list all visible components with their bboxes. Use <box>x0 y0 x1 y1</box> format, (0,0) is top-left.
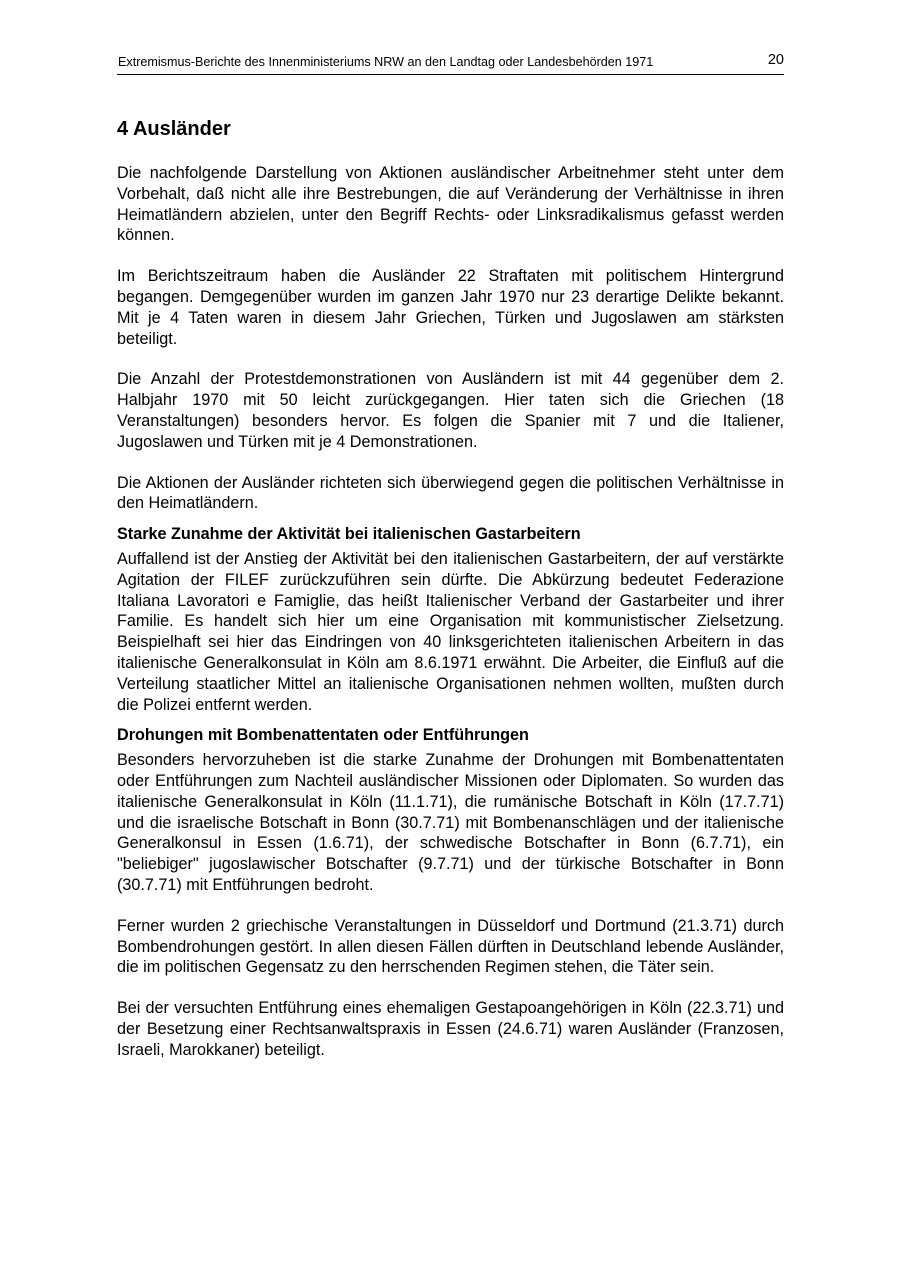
paragraph: Die Aktionen der Ausländer richteten sich überwiegend gegen die politischen Verhältnisse in den Heimatländern. <box>117 473 784 513</box>
paragraph: Besonders hervorzuheben ist die starke Zunahme der Drohungen mit Bombenattentaten oder Entführungen zum Nachteil ausländischer Missionen oder Diplomaten. So wurden das italienische Generalkonsulat in Köln (11.1.71), die rumänische Botschaft in Köln (17.7.71) und die israelische Botschaft in Bonn (30.7.71) mit Bombenanschlägen und der italienische Generalkonsul in Essen (1.6.71), der schwedische Botschafter in Bonn (6.7.71), ein "beliebiger" jugoslawischer Botschafter (9.7.71) und der türkische Botschafter in Bonn (30.7.71) mit Entführungen bedroht. <box>117 751 784 894</box>
running-header <box>117 54 784 75</box>
section-heading: 4 Ausländer <box>117 118 231 140</box>
document-body <box>117 116 784 1080</box>
paragraph: Bei der versuchten Entführung eines ehemaligen Gestapoangehörigen in Köln (22.3.71) und der Besetzung einer Rechtsanwaltspraxis in Essen (24.6.71) waren Ausländer (Franzosen, Israeli, Marokkaner) beteiligt. <box>117 999 784 1059</box>
subsection-heading: Starke Zunahme der Aktivität bei italienischen Gastarbeitern <box>117 525 581 544</box>
subsection-heading: Drohungen mit Bombenattentaten oder Entführungen <box>117 726 529 745</box>
paragraph: Im Berichtszeitraum haben die Ausländer 22 Straftaten mit politischem Hintergrund begangen. Demgegenüber wurden im ganzen Jahr 1970 nur 23 derartige Delikte bekannt. Mit je 4 Taten waren in diesem Jahr Griechen, Türken und Jugoslawen am stärksten beteiligt. <box>117 267 784 348</box>
page-number: 20 <box>767 52 784 68</box>
paragraph: Ferner wurden 2 griechische Veranstaltungen in Düsseldorf und Dortmund (21.3.71) durch Bombendrohungen gestört. In allen diesen Fällen dürften in Deutschland lebende Ausländer, die im politischen Gegensatz zu den herrschenden Regimen stehen, die Täter sein. <box>117 916 784 977</box>
paragraph: Auffallend ist der Anstieg der Aktivität bei den italienischen Gastarbeitern, der auf verstärkte Agitation der FILEF zurückzuführen sein dürfte. Die Abkürzung bedeutet Federazione Italiana Lavoratori e Famiglie, das heißt Italienischer Verband der Gastarbeiter und ihrer Familie. Es handelt sich hier um eine Organisation mit kommunistischer Zielsetzung. Beispielhaft sei hier das Eindringen von 40 linksgerichteten italienischen Arbeitern in das italienische Generalkonsulat in Köln am 8.6.1971 erwähnt. Die Arbeiter, die Einfluß auf die Verteilung staatlicher Mittel an italienische Organisationen nehmen wollten, mußten durch die Polizei entfernt werden. <box>117 549 784 714</box>
header-title: Extremismus-Berichte des Innenministeriums NRW an den Landtag oder Landesbehörden 1971 <box>118 55 654 69</box>
paragraph: Die Anzahl der Protestdemonstrationen von Ausländern ist mit 44 gegenüber dem 2. Halbjahr 1970 mit 50 leicht zurückgegangen. Hier taten sich die Griechen (18 Veranstaltungen) besonders hervor. Es folgen die Spanier mit 7 und die Italiener, Jugoslawen und Türken mit je 4 Demonstrationen. <box>117 370 784 451</box>
paragraph: Die nachfolgende Darstellung von Aktionen ausländischer Arbeitnehmer steht unter dem Vorbehalt, daß nicht alle ihre Bestrebungen, die auf Veränderung der Verhältnisse in ihren Heimatländern abzielen, unter den Begriff Rechts- oder Linksradikalismus gefasst werden können. <box>117 164 784 245</box>
